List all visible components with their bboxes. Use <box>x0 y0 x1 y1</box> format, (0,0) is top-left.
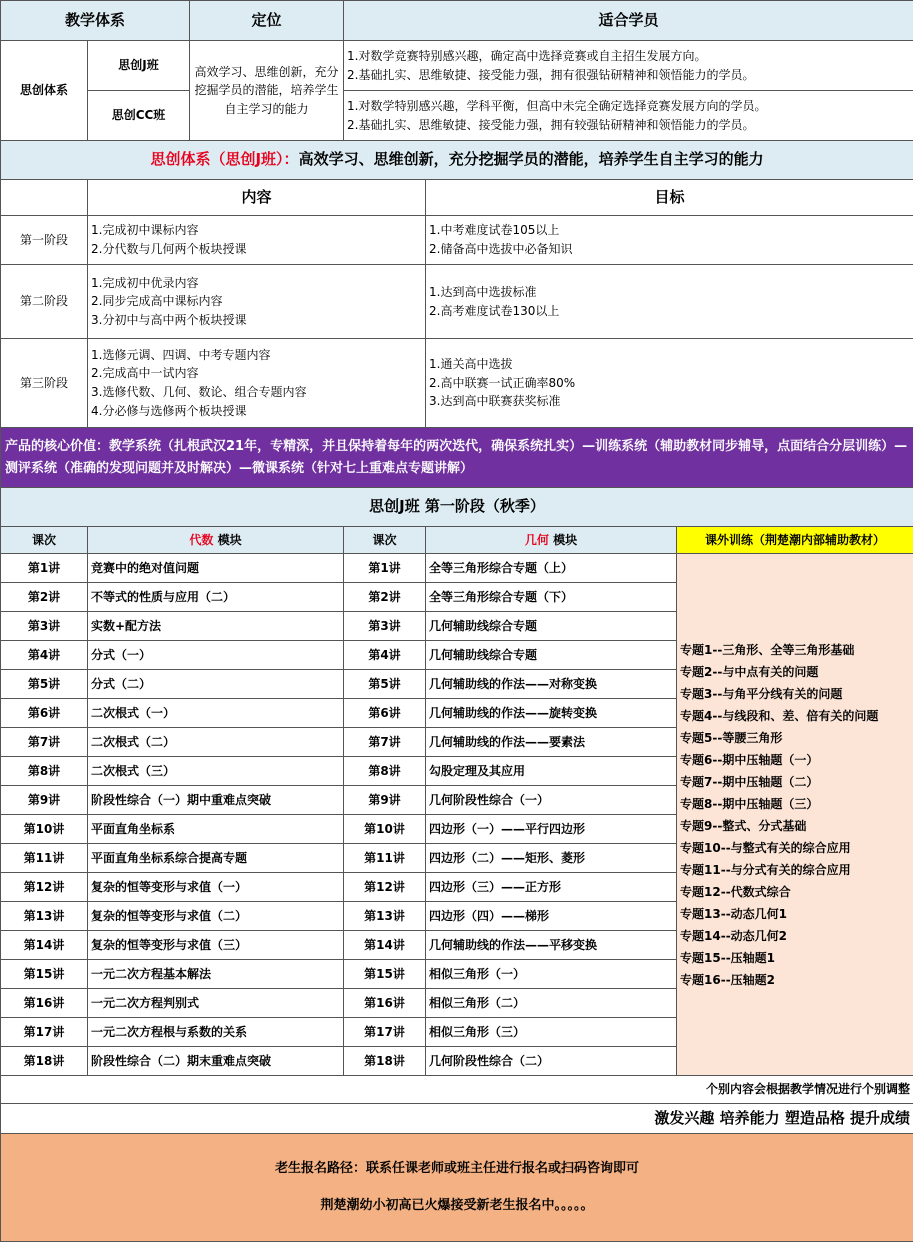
col-algebra-module <box>88 527 344 554</box>
algebra-lesson-number: 第1讲 <box>1 554 88 583</box>
algebra-lesson-number: 第9讲 <box>1 786 88 815</box>
topic-item: 专题6--期中压轴题（一） <box>680 752 819 767</box>
topic-item: 专题15--压轴题1 <box>680 950 776 965</box>
stage-content <box>88 265 426 339</box>
geometry-lesson-number: 第9讲 <box>344 786 426 815</box>
class-cc-suitability <box>344 91 913 141</box>
geometry-topic: 勾股定理及其应用 <box>426 757 677 786</box>
module-label: 模块 <box>548 532 578 547</box>
geometry-topic: 几何辅助线的作法——对称变换 <box>426 670 677 699</box>
suitability-line: 2.基础扎实、思维敏捷、接受能力强，拥有很强钻研精神和领悟能力的学员。 <box>347 67 755 82</box>
algebra-lesson-number: 第5讲 <box>1 670 88 699</box>
topic-item: 专题12--代数式综合 <box>680 884 791 899</box>
system-banner-text: 高效学习、思维创新，充分挖掘学员的潜能，培养学生自主学习的能力 <box>298 150 764 169</box>
topic-item: 专题14--动态几何2 <box>680 928 788 943</box>
algebra-topic: 二次根式（三） <box>88 757 344 786</box>
topic-item: 专题7--期中压轴题（二） <box>680 774 819 789</box>
stage-content-line: 1.完成初中课标内容 <box>91 223 199 238</box>
stage-content <box>88 216 426 265</box>
stage-goal-line: 1.通关高中选拔 <box>429 357 513 372</box>
class-name-cc: 思创CC班 <box>88 91 190 141</box>
geometry-topic: 几何辅助线综合专题 <box>426 641 677 670</box>
geometry-topic: 四边形（一）——平行四边形 <box>426 815 677 844</box>
stage-content-line: 1.选修元调、四调、中考专题内容 <box>91 347 271 362</box>
geometry-lesson-number: 第7讲 <box>344 728 426 757</box>
suitability-line: 2.基础扎实、思维敏捷、接受能力强，拥有较强钻研精神和领悟能力的学员。 <box>347 117 755 132</box>
stage-goal-line: 2.储备高中选拔中必备知识 <box>429 242 573 256</box>
geometry-topic: 相似三角形（三） <box>426 1018 677 1047</box>
stage-content-line: 3.选修代数、几何、数论、组合专题内容 <box>91 385 307 399</box>
schedule-title: 思创J班 第一阶段（秋季） <box>1 488 913 527</box>
enrollment-status: 荆楚潮幼小初高已火爆接受新老生报名中。。。。。 <box>320 1197 594 1213</box>
stage-content-line: 1.完成初中优录内容 <box>91 275 199 290</box>
algebra-topic: 分式（二） <box>88 670 344 699</box>
stage-name: 第三阶段 <box>1 339 88 428</box>
enrollment-path: 老生报名路径：联系任课老师或班主任进行报名或扫码咨询即可 <box>275 1161 640 1177</box>
algebra-topic: 二次根式（一） <box>88 699 344 728</box>
algebra-topic: 阶段性综合（二）期末重难点突破 <box>88 1047 344 1076</box>
col-geometry-module <box>426 527 677 554</box>
geometry-lesson-number: 第5讲 <box>344 670 426 699</box>
algebra-topic: 二次根式（二） <box>88 728 344 757</box>
topic-item: 专题9--整式、分式基础 <box>680 818 807 833</box>
geometry-lesson-number: 第17讲 <box>344 1018 426 1047</box>
algebra-label: 代数 <box>189 532 214 547</box>
geometry-topic: 几何阶段性综合（一） <box>426 786 677 815</box>
stage-goal-line: 2.高考难度试卷130以上 <box>429 303 560 318</box>
algebra-topic: 不等式的性质与应用（二） <box>88 583 344 612</box>
algebra-topic: 一元二次方程基本解法 <box>88 960 344 989</box>
stage-name: 第一阶段 <box>1 216 88 265</box>
geometry-label: 几何 <box>524 532 549 547</box>
col-lesson-geometry: 课次 <box>344 527 426 554</box>
geometry-lesson-number: 第13讲 <box>344 902 426 931</box>
adjust-note: 个别内容会根据教学情况进行个别调整 <box>1 1076 913 1104</box>
algebra-lesson-number: 第2讲 <box>1 583 88 612</box>
geometry-topic: 几何阶段性综合（二） <box>426 1047 677 1076</box>
geometry-topic: 几何辅助线综合专题 <box>426 612 677 641</box>
topic-item: 专题8--期中压轴题（三） <box>680 796 819 811</box>
algebra-topic: 复杂的恒等变形与求值（三） <box>88 931 344 960</box>
stage-goals <box>426 339 913 428</box>
stage-header-blank <box>1 180 88 216</box>
class-name-j: 思创J班 <box>88 41 190 91</box>
system-name: 思创体系 <box>1 41 88 141</box>
header-suitable-students: 适合学员 <box>344 1 913 41</box>
module-label: 模块 <box>213 532 242 547</box>
system-banner-highlight: 思创体系（思创J班）： <box>150 150 299 169</box>
algebra-topic: 一元二次方程判别式 <box>88 989 344 1018</box>
stage-goal-line: 1.中考难度试卷105以上 <box>429 223 560 238</box>
geometry-lesson-number: 第4讲 <box>344 641 426 670</box>
topic-item: 专题11--与分式有关的综合应用 <box>680 862 851 877</box>
geometry-lesson-number: 第10讲 <box>344 815 426 844</box>
topic-item: 专题2--与中点有关的问题 <box>680 664 819 679</box>
stage-goals <box>426 216 913 265</box>
core-value-banner: 产品的核心价值：教学系统（扎根武汉21年，专精深，并且保持着每年的两次迭代，确保系统扎实）—训练系统（辅助教材同步辅导，点面结合分层训练）—测评系统（准确的发现问题并及时解决）—微课系统（针对七上重难点专题讲解） <box>1 428 913 488</box>
algebra-lesson-number: 第11讲 <box>1 844 88 873</box>
topic-item: 专题10--与整式有关的综合应用 <box>680 840 851 855</box>
geometry-topic: 几何辅助线的作法——平移变换 <box>426 931 677 960</box>
geometry-topic: 相似三角形（一） <box>426 960 677 989</box>
positioning-text: 高效学习、思维创新，充分挖掘学员的潜能，培养学生自主学习的能力 <box>190 41 344 141</box>
stage-goal-line: 3.达到高中联赛获奖标准 <box>429 394 561 409</box>
stage-goal-line: 2.高中联赛一试正确率80% <box>429 375 576 390</box>
class-j-suitability <box>344 41 913 91</box>
geometry-topic: 全等三角形综合专题（上） <box>426 554 677 583</box>
geometry-topic: 几何辅助线的作法——旋转变换 <box>426 699 677 728</box>
geometry-lesson-number: 第18讲 <box>344 1047 426 1076</box>
algebra-topic: 分式（一） <box>88 641 344 670</box>
col-lesson-algebra: 课次 <box>1 527 88 554</box>
header-goals: 目标 <box>426 180 913 216</box>
topic-item: 专题16--压轴题2 <box>680 972 776 987</box>
schedule-row <box>1 554 913 583</box>
slogan: 激发兴趣 培养能力 塑造品格 提升成绩 <box>1 1104 913 1134</box>
algebra-topic: 复杂的恒等变形与求值（二） <box>88 902 344 931</box>
stage-content-line: 2.完成高中一试内容 <box>91 366 199 381</box>
schedule-body <box>1 554 913 1076</box>
topic-item: 专题1--三角形、全等三角形基础 <box>680 642 855 657</box>
algebra-topic: 复杂的恒等变形与求值（一） <box>88 873 344 902</box>
algebra-lesson-number: 第3讲 <box>1 612 88 641</box>
algebra-lesson-number: 第14讲 <box>1 931 88 960</box>
geometry-lesson-number: 第3讲 <box>344 612 426 641</box>
algebra-lesson-number: 第17讲 <box>1 1018 88 1047</box>
topic-item: 专题13--动态几何1 <box>680 906 788 921</box>
header-teaching-system: 教学体系 <box>1 1 190 41</box>
geometry-topic: 全等三角形综合专题（下） <box>426 583 677 612</box>
geometry-lesson-number: 第6讲 <box>344 699 426 728</box>
algebra-lesson-number: 第4讲 <box>1 641 88 670</box>
algebra-lesson-number: 第8讲 <box>1 757 88 786</box>
geometry-lesson-number: 第2讲 <box>344 583 426 612</box>
enrollment-footer <box>1 1134 913 1242</box>
geometry-lesson-number: 第11讲 <box>344 844 426 873</box>
topic-item: 专题4--与线段和、差、倍有关的问题 <box>680 708 879 723</box>
stage-content-line: 2.同步完成高中课标内容 <box>91 294 223 309</box>
algebra-topic: 平面直角坐标系 <box>88 815 344 844</box>
algebra-lesson-number: 第6讲 <box>1 699 88 728</box>
topic-item: 专题5--等腰三角形 <box>680 730 783 745</box>
suitability-line: 1.对数学竞赛特别感兴趣，确定高中选择竞赛或自主招生发展方向。 <box>347 48 707 63</box>
stage-name: 第二阶段 <box>1 265 88 339</box>
algebra-lesson-number: 第16讲 <box>1 989 88 1018</box>
algebra-lesson-number: 第18讲 <box>1 1047 88 1076</box>
geometry-topic: 四边形（四）——梯形 <box>426 902 677 931</box>
geometry-lesson-number: 第1讲 <box>344 554 426 583</box>
algebra-lesson-number: 第15讲 <box>1 960 88 989</box>
algebra-lesson-number: 第10讲 <box>1 815 88 844</box>
topic-item: 专题3--与角平分线有关的问题 <box>680 686 843 701</box>
geometry-topic: 四边形（二）——矩形、菱形 <box>426 844 677 873</box>
stage-goals <box>426 265 913 339</box>
algebra-lesson-number: 第13讲 <box>1 902 88 931</box>
algebra-topic: 实数+配方法 <box>88 612 344 641</box>
algebra-topic: 平面直角坐标系综合提高专题 <box>88 844 344 873</box>
geometry-lesson-number: 第8讲 <box>344 757 426 786</box>
geometry-topic: 相似三角形（二） <box>426 989 677 1018</box>
col-extra-training: 课外训练（荆楚潮内部辅助教材） <box>677 527 913 554</box>
algebra-topic: 阶段性综合（一）期中重难点突破 <box>88 786 344 815</box>
algebra-lesson-number: 第12讲 <box>1 873 88 902</box>
geometry-topic: 几何辅助线的作法——要素法 <box>426 728 677 757</box>
stage-content-line: 3.分初中与高中两个板块授课 <box>91 312 247 327</box>
stage-content <box>88 339 426 428</box>
algebra-lesson-number: 第7讲 <box>1 728 88 757</box>
geometry-lesson-number: 第16讲 <box>344 989 426 1018</box>
system-banner <box>1 141 913 180</box>
algebra-topic: 竞赛中的绝对值问题 <box>88 554 344 583</box>
suitability-line: 1.对数学特别感兴趣，学科平衡，但高中未完全确定选择竞赛发展方向的学员。 <box>347 98 767 113</box>
geometry-lesson-number: 第15讲 <box>344 960 426 989</box>
geometry-lesson-number: 第12讲 <box>344 873 426 902</box>
header-positioning: 定位 <box>190 1 344 41</box>
algebra-topic: 一元二次方程根与系数的关系 <box>88 1018 344 1047</box>
extra-training-topics <box>677 554 913 1076</box>
stage-goal-line: 1.达到高中选拔标准 <box>429 284 537 299</box>
stage-content-line: 2.分代数与几何两个板块授课 <box>91 242 247 256</box>
header-content: 内容 <box>88 180 426 216</box>
stage-content-line: 4.分必修与选修两个板块授课 <box>91 403 247 418</box>
geometry-lesson-number: 第14讲 <box>344 931 426 960</box>
geometry-topic: 四边形（三）——正方形 <box>426 873 677 902</box>
